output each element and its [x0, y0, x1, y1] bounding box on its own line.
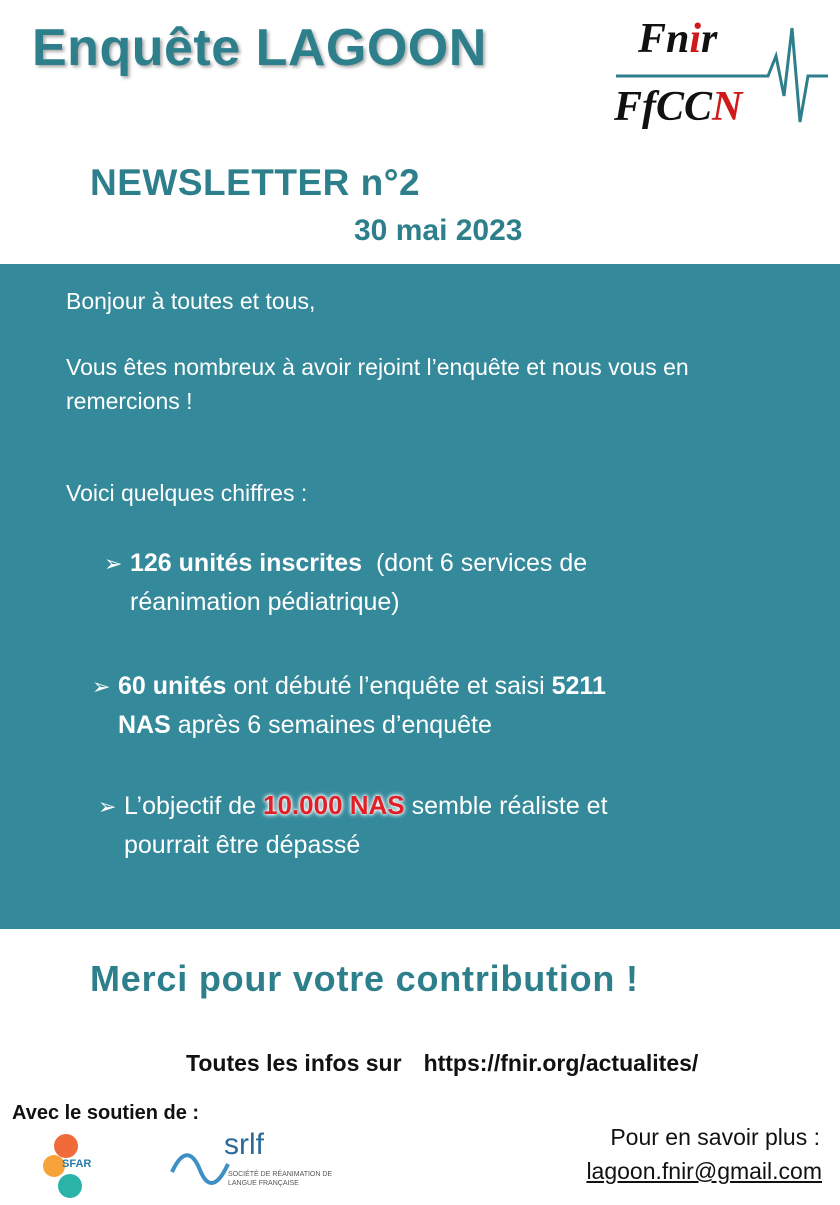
objective-highlight: 10.000 NAS: [263, 790, 405, 820]
page-title: Enquête LAGOON: [32, 19, 487, 77]
greeting: Bonjour à toutes et tous,: [66, 288, 316, 314]
content-panel: [0, 264, 840, 929]
fnir-logo-text: Fnir: [638, 16, 718, 62]
more-info-label: Pour en savoir plus :: [610, 1124, 820, 1150]
bullet-started-units: ➢ 60 unités ont débuté l’enquête et saisi 5211 NAS après 6 semaines d’enquête: [92, 667, 772, 744]
ffccn-logo-text: FfCCN: [614, 84, 743, 130]
infos-link[interactable]: https://fnir.org/actualites/: [423, 1050, 699, 1076]
arrow-bullet-icon: ➢: [98, 794, 117, 819]
contact-email-link[interactable]: lagoon.fnir@gmail.com: [586, 1158, 822, 1184]
arrow-bullet-icon: ➢: [104, 551, 123, 576]
newsletter-title: NEWSLETTER n°2: [90, 162, 421, 203]
sfar-logo: SFAR: [40, 1132, 120, 1200]
infos-label: Toutes les infos sur: [186, 1050, 402, 1076]
arrow-bullet-icon: ➢: [92, 674, 111, 699]
infos-line: [186, 1050, 698, 1077]
bullet-objective: ➢ L’objectif de 10.000 NAS semble réaliste et pourrait être dépassé: [98, 790, 608, 859]
bullet-registered-units: ➢ 126 unités inscrites (dont 6 services de réanimation pédiatrique): [104, 544, 744, 621]
srlf-wave-icon: [170, 1136, 230, 1196]
thanks-paragraph: Vous êtes nombreux à avoir rejoint l’enquête et nous vous en remercions !: [66, 354, 689, 414]
thanks-heading: Merci pour votre contribution !: [90, 958, 639, 999]
support-label: Avec le soutien de :: [12, 1102, 200, 1124]
newsletter-date: 30 mai 2023: [354, 214, 523, 247]
figures-intro: Voici quelques chiffres :: [66, 480, 308, 506]
srlf-logo: srlf SOCIÉTÉ DE RÉANIMATION DE LANGUE FRANÇAISE: [170, 1126, 360, 1200]
fnir-ffccn-logo: [612, 10, 832, 140]
